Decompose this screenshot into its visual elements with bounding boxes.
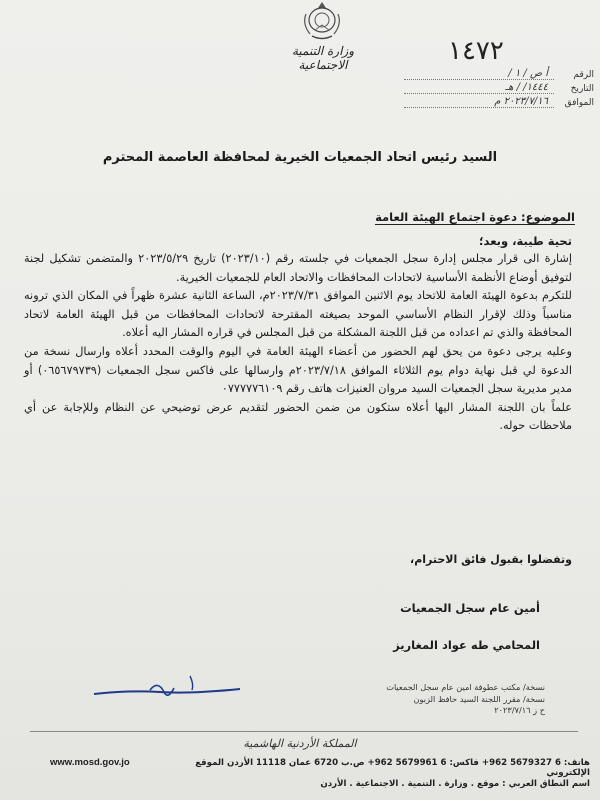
hijri-value: ١٤٤٤/ / هـ [404,82,554,94]
subject-line [280,210,575,224]
handwritten-number: ١٤٧٢ [448,36,504,66]
reference-block [404,66,594,108]
footer-divider [30,731,578,732]
closing: وتفضلوا بقبول فائق الاحترام، [410,553,572,566]
gregorian-label: الموافق [564,98,594,108]
recipient: السيد رئيس اتحاد الجمعيات الخيرية لمحافظة العاصمة المحترم [102,150,498,165]
ministry-name: وزارة التنمية الاجتماعية [291,44,355,72]
copy-line: نسخة/ مكتب عطوفة امين عام سجل الجمعيات [386,682,545,692]
jordan-coat-of-arms-icon [300,0,344,42]
copy-line: نسخة/ مقرر اللجنة السيد حافظ الزبون [413,693,545,704]
copies-list [360,682,545,717]
arabic-domain: اسم النطاق العربي : موقع . وزارة . التنمية . الاجتماعية . الأردن [320,779,590,789]
gregorian-value: ٢٠٢٣/٧/١٦ م [404,96,554,108]
signatory-title: أمين عام سجل الجمعيات [400,601,540,615]
contact-info: هاتف: 6 5679327 962+ فاكس: 6 5679961 962+ ص.ب 6720 عمان 11118 الأردن الموقع الإلكتروني [195,758,590,778]
kingdom-name: المملكة الأردنية الهاشمية [243,737,357,750]
website-link[interactable]: www.mosd.gov.jo [50,757,130,768]
handwritten-signature-icon [90,672,250,706]
subject-text: الموضوع: دعوة اجتماع الهيئة العامة [375,210,575,224]
ref-row [404,66,594,80]
greeting: تحية طيبة، وبعد؛ [478,234,572,248]
body-paragraph: للتكرم بدعوة الهيئة العامة للاتحاد يوم الاثنين الموافق ٢٠٢٣/٧/٣١م، الساعة الثانية عشرة ظهراً في المكان الذي ترونه مناسباً وذلك لإقرار النظام الأساسي الموحد بصيغته المقترحة لاتحادات المحافظات من قبل الهيئة العامة لاتحاد المحافظة والذي تم اعداده من قبل اللجنة المشكلة من قبل المجلس في قراره المشار اليه أعلاه. [24,289,573,340]
file-ref: ح ز ٢٠٢٣/٧/١٦ [494,705,545,715]
hijri-label: التاريخ [570,84,594,94]
ref-label: الرقم [573,70,594,80]
body-paragraph: إشارة الى قرار مجلس إدارة سجل الجمعيات في جلسته رقم (٢٠٢٣/١٠) تاريخ ٢٠٢٣/٥/٢٩ والمتضمن تشكيل لجنة لتوفيق أوضاع الأنظمة الأساسية لاتحادات المحافظات والاتحاد العام للجمعيات الخيرية. [24,252,572,284]
hijri-date-row [404,80,594,94]
body-paragraph: وعليه يرجى دعوة من يحق لهم الحضور من أعضاء الهيئة العامة في اليوم والوقت المحدد أعلاه وارسال نسخة من الدعوة لي قبل نهاية دوام يوم الثلاثاء الموافق ٢٠٢٣/٧/١٨م وارسالها على فاكس سجل الجمعيات (٠٦٥٦٧٩٧٣٩) أو مدير مديرية سجل الجمعيات السيد مروان العنيزات هاتف رقم ٠٧٧٧٧٧٦١٠٩ [24,344,573,396]
ref-value: أ ص / ١ / [404,68,554,80]
letter-body [24,250,572,436]
signatory-name: المحامي طه عواد المغاريز [393,638,540,652]
body-paragraph: علماً بان اللجنة المشار اليها أعلاه ستكون من ضمن الحضور لتقديم عرض توضيحي عن النظام وللإجابة عن أي ملاحظات حوله. [24,400,572,433]
gregorian-date-row [404,94,594,108]
